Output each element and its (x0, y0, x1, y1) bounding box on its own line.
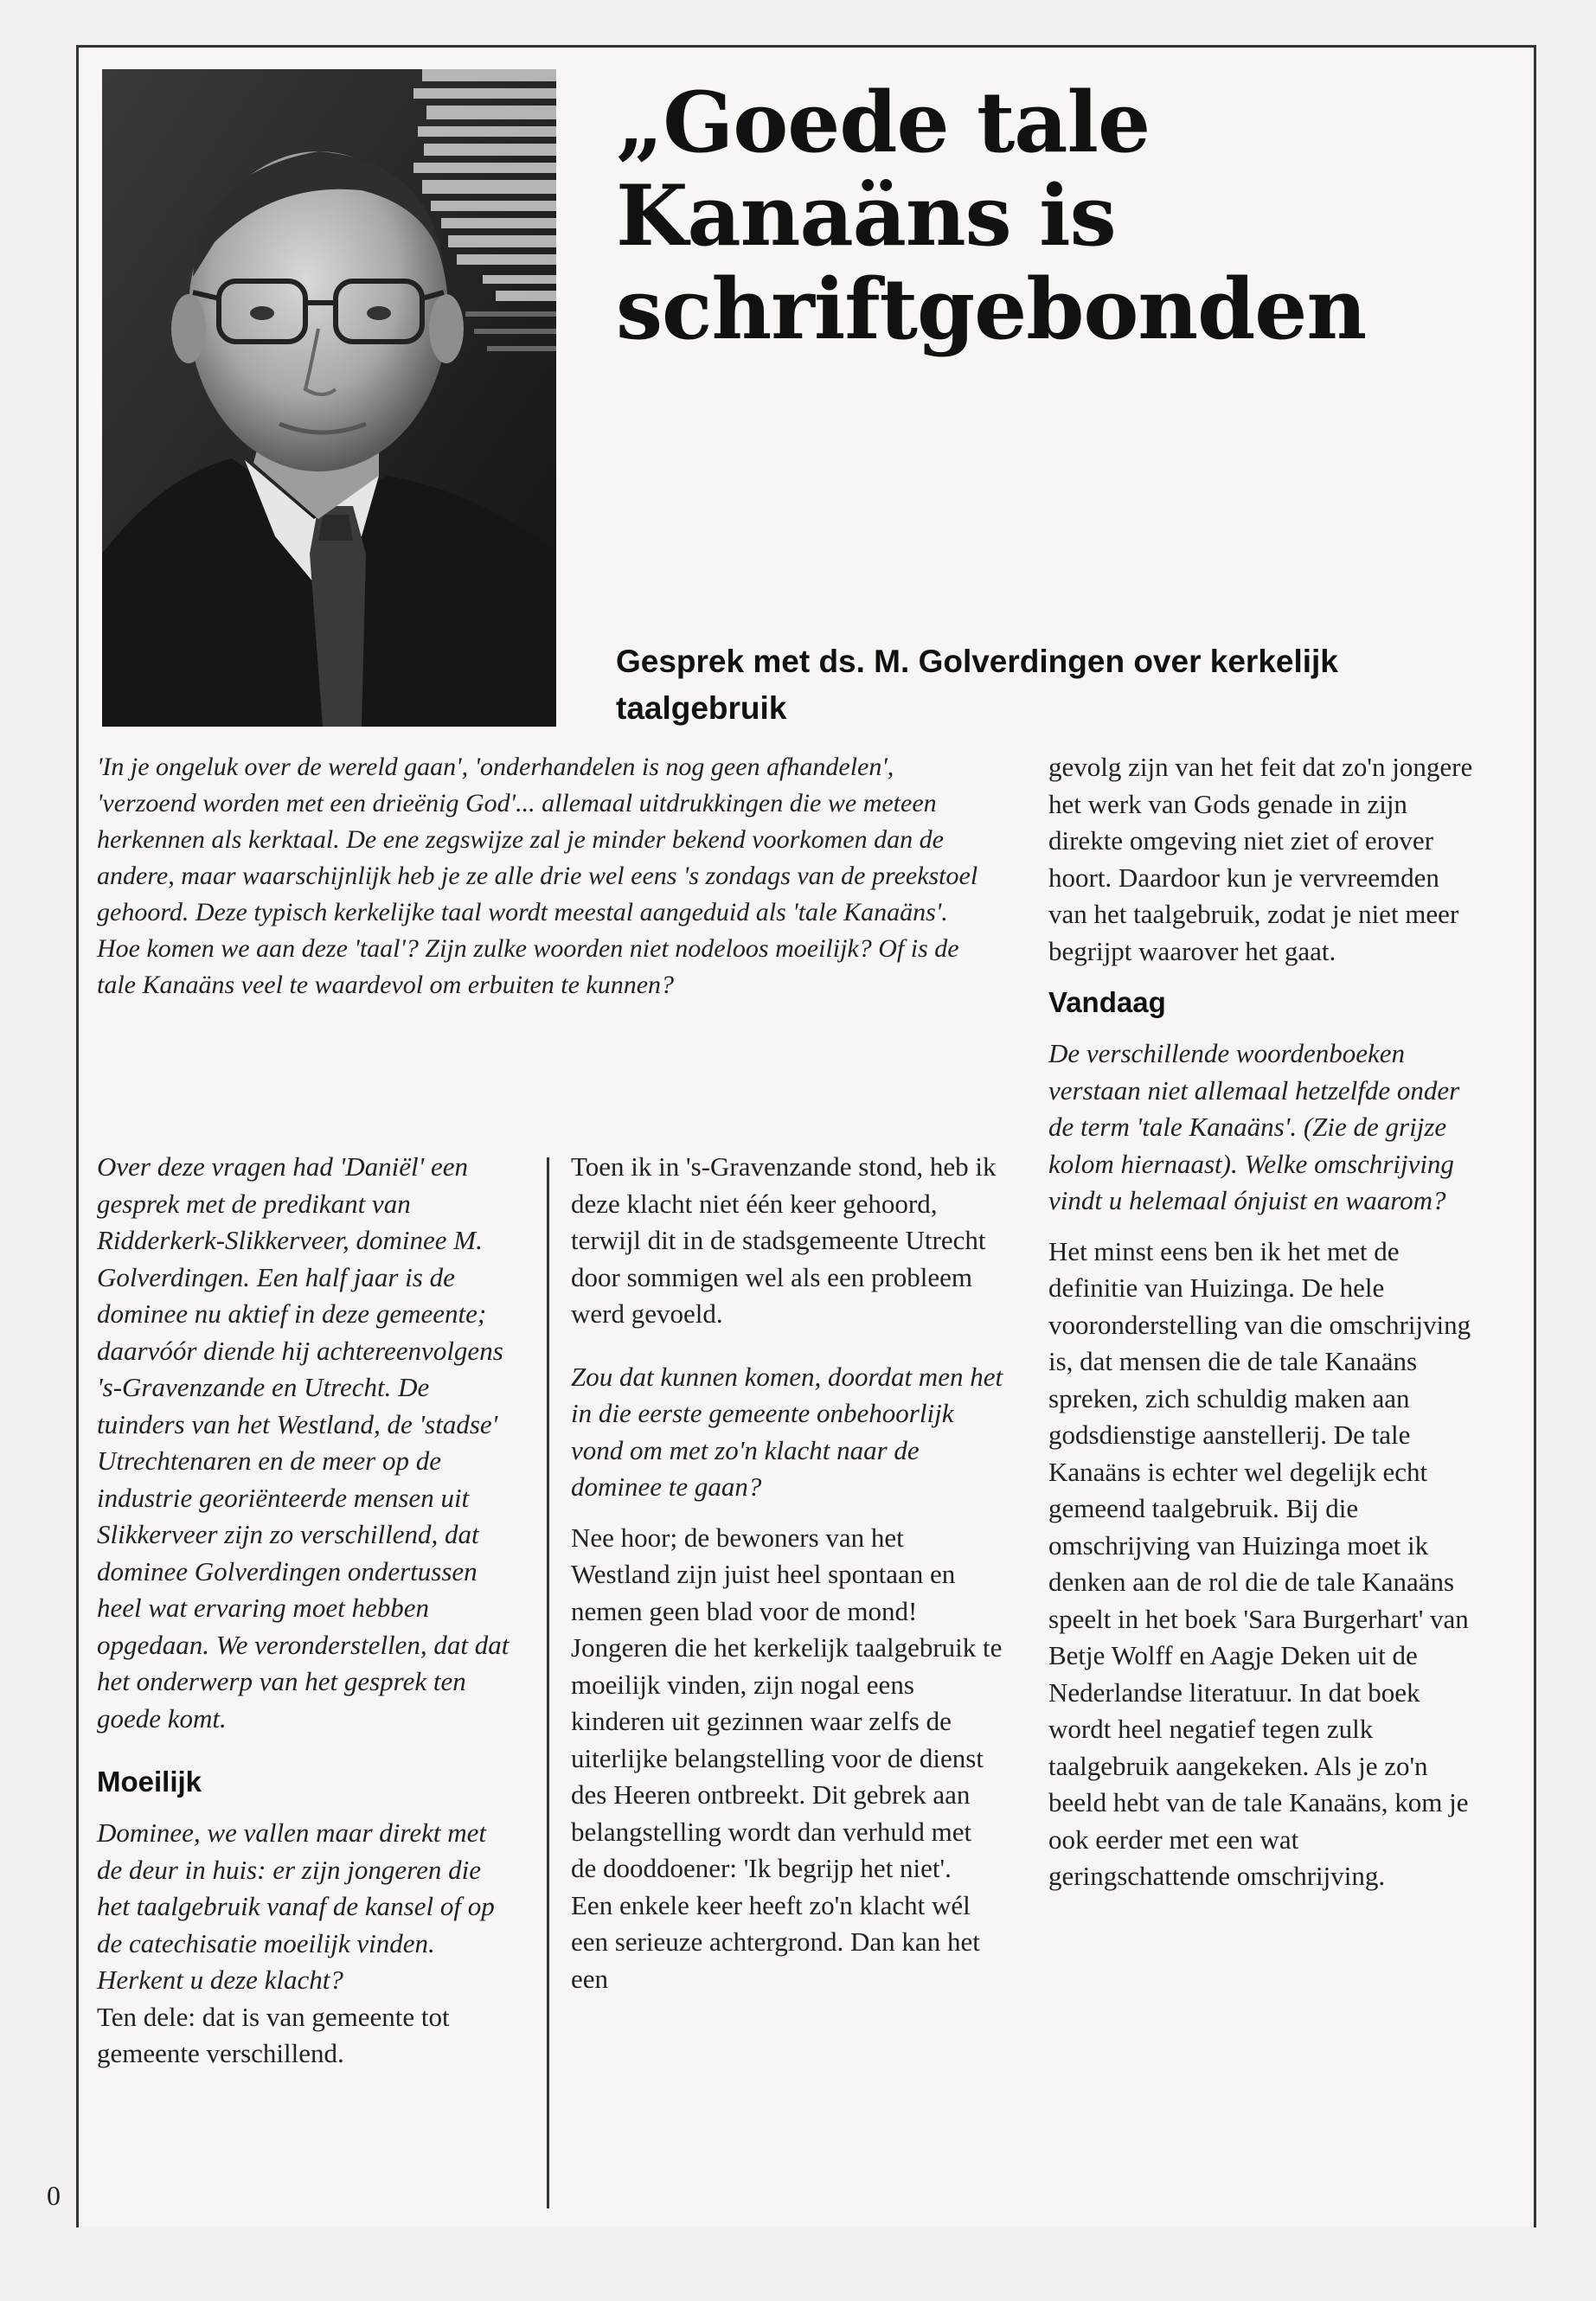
column-1-lead: Over deze vragen had 'Daniël' een gesprek met de predikant van Ridderkerk-Slikkerveer, dominee M. Golverdingen. Een half jaar is de dominee nu aktief in deze gemeente; daarvóór diende hij achtereenvolgens 's-Gravenzande en Utrecht. De tuinders van het Westland, de 'stadse' Utrechtenaren en de meer op de industrie georiënteerde mensen uit Slikkerveer zijn zo verschillend, dat dominee Golverdingen ondertussen heel wat ervaring moet hebben opgedaan. We veronderstellen, dat dat het onderwerp van het gesprek ten goede komt. (97, 1151, 510, 1734)
column-2-question: Zou dat kunnen komen, doordat men het in die eerste gemeente onbehoorlijk vond om met zo'n klacht naar de dominee te gaan? (571, 1361, 1003, 1502)
page-number: 0 (47, 2180, 61, 2211)
column-1-question: Dominee, we vallen maar direkt met de deur in huis: er zijn jongeren die het taalgebruik vanaf de kansel of op de catechisatie moeilijk vinden. Herkent u deze klacht? (97, 1817, 495, 1995)
column-2-para-1: Toen ik in 's-Gravenzande stond, heb ik deze klacht niet één keer gehoord, terwijl dit in de stadsgemeente Utrecht door sommigen wel als een probleem werd gevoeld. (571, 1151, 997, 1329)
column-2 (571, 1149, 1003, 1997)
column-1 (97, 1149, 510, 2073)
column-2-para-4: Een enkele keer heeft zo'n klacht wél een serieuze achtergrond. Dan kan het een (571, 1889, 980, 1994)
portrait-photo (102, 69, 556, 727)
article-intro: 'In je ongeluk over de wereld gaan', 'onderhandelen is nog geen afhandelen', 'verzoend worden met een drieënig God'... allemaal uitdrukkingen die we meteen herkennen als kerktaal. De ene zegswijze zal je minder bekend voorkomen dan de andere, maar waarschijnlijk heb je ze alle drie wel eens 's zondags van de preekstoel gehoord. Deze typisch kerkelijke taal wordt meestal aangeduid als 'tale Kanaäns'. Hoe komen we aan deze 'taal'? Zijn zulke woorden niet nodeloos moeilijk? Of is de tale Kanaäns veel te waardevol om erbuiten te kunnen? (97, 753, 978, 999)
column-3-para-1: gevolg zijn van het feit dat zo'n jongere het werk van Gods genade in zijn direkte omgeving niet ziet of erover hoort. Daardoor kun je vervreemden van het taalgebruik, zodat je niet meer begrijpt waarover het gaat. (1048, 752, 1473, 966)
column-3-para-2: Het minst eens ben ik het met de definitie van Huizinga. De hele vooronderstelling van die omschrijving is, dat mensen die de tale Kanaäns spreken, zich schuldig maken aan godsdienstige aanstellerij. De tale Kanaäns is echter wel degelijk echt gemeend taalgebruik. Bij die omschrijving van Huizinga moet ik denken aan de rol die de tale Kanaäns speelt in het boek 'Sara Burgerhart' van Betje Wolff en Aagje Deken uit de Nederlandse literatuur. In dat boek wordt heel negatief tegen zulk taalgebruik aangekeken. Als je zo'n beeld hebt van de tale Kanaäns, kom je ook eerder met een wat geringschattende omschrijving. (1048, 1235, 1471, 1891)
article-title: „Goede tale Kanaäns is schriftgebonden (616, 74, 1367, 358)
column-divider (547, 1157, 549, 2208)
column-3 (1048, 749, 1481, 1895)
column-3-question: De verschillende woordenboeken verstaan niet allemaal hetzelfde onder de term 'tale Kanaäns'. (Zie de grijze kolom hiernaast). Welke omschrijving vindt u helemaal ónjuist en waarom? (1048, 1038, 1460, 1215)
heading-moeilijk: Moeilijk (97, 1766, 202, 1798)
article-subtitle: Gesprek met ds. M. Golverdingen over kerkelijk taalgebruik (616, 644, 1338, 726)
column-1-answer: Ten dele: dat is van gemeente tot gemeente verschillend. (97, 2001, 450, 2068)
portrait-photo-drawing (102, 69, 556, 727)
column-2-para-3: Jongeren die het kerkelijk taalgebruik te moeilijk vinden, zijn nogal eens kinderen uit gezinnen waar zelfs de uiterlijke belangstelling voor de dienst des Heeren ontbreekt. Dit gebrek aan belangstelling wordt dan verhuld met de dooddoener: 'Ik begrijp het niet'. (571, 1632, 1003, 1883)
heading-vandaag: Vandaag (1048, 986, 1166, 1018)
column-2-para-2: Nee hoor; de bewoners van het Westland zijn juist heel spontaan en nemen geen blad voor de mond! (571, 1522, 956, 1626)
